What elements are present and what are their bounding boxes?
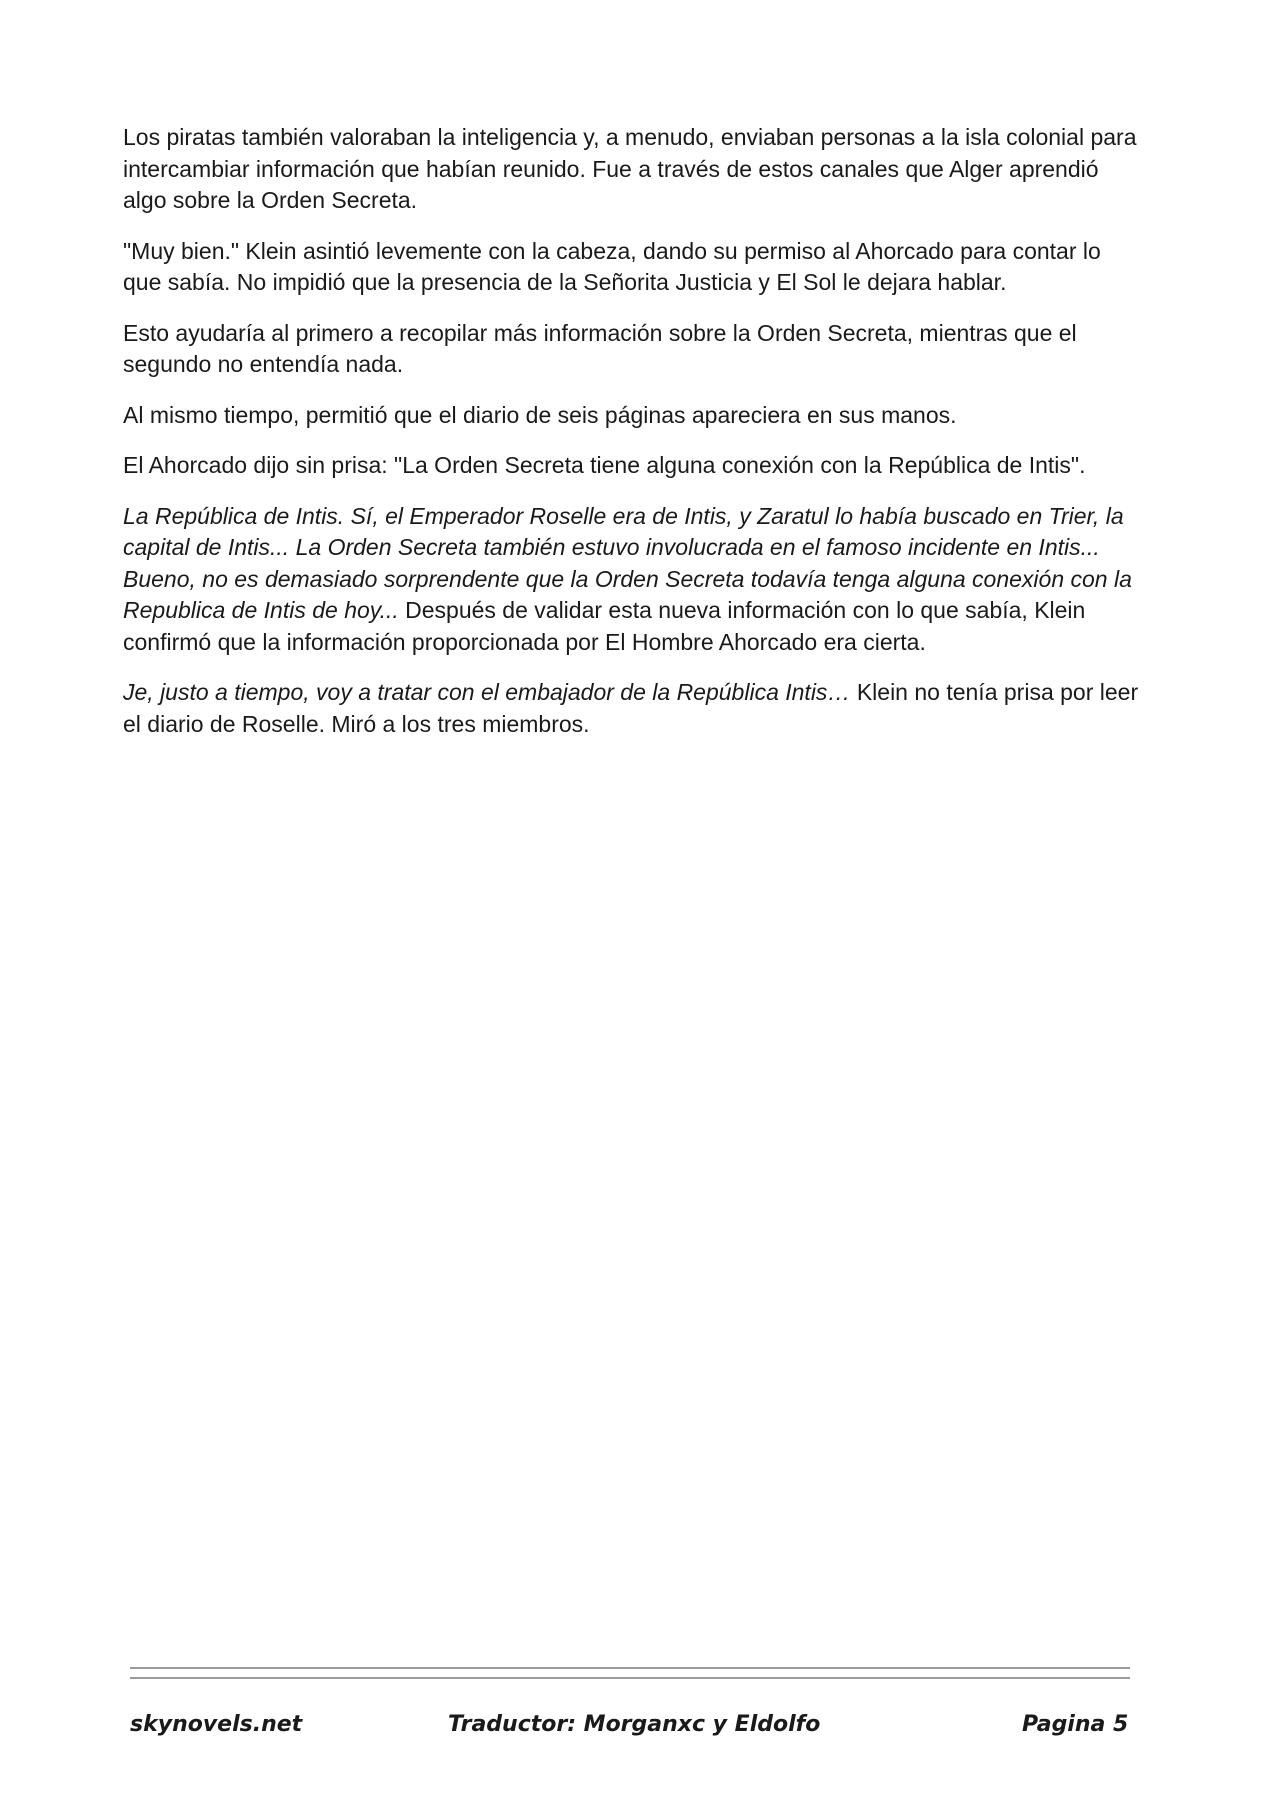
paragraph xyxy=(123,501,1143,659)
footer-divider-top xyxy=(130,1667,1130,1669)
italic-thought-text: Je, justo a tiempo, voy a tratar con el embajador de la República Intis… xyxy=(123,679,851,705)
paragraph-text: Esto ayudaría al primero a recopilar más información sobre la Orden Secreta, mientras que el segundo no entendía nada. xyxy=(123,319,1077,377)
footer-divider-bottom xyxy=(130,1677,1130,1679)
paragraph-text: El Ahorcado dijo sin prisa: "La Orden Secreta tiene alguna conexión con la República de Intis". xyxy=(123,452,1086,478)
italic-thought-text: La República de Intis. Sí, el Emperador Roselle era de Intis, y Zaratul lo había buscado en Trier, la capital de Intis... La Orden Secreta también estuvo involucrada en el famoso incidente en Intis... Bueno, no es demasiado sorprendente que la Orden Secreta todavía tenga alguna conexión con la Republica de Intis de hoy... xyxy=(123,502,1132,623)
footer-site: skynovels.net xyxy=(130,1712,303,1737)
paragraph xyxy=(123,122,1143,217)
paragraph-text: Los piratas también valoraban la inteligencia y, a menudo, enviaban personas a la isla colonial para intercambiar información que habían reunido. Fue a través de estos canales que Alger aprendió algo sobre la Orden Secreta. xyxy=(123,124,1137,213)
paragraph xyxy=(123,318,1143,381)
body-text xyxy=(123,122,1143,759)
paragraph-text: Klein no tenía prisa por leer el diario de Roselle. Miró a los tres miembros. xyxy=(123,679,1139,737)
page-footer xyxy=(0,1712,1280,1752)
footer-page-number: Pagina 5 xyxy=(1022,1712,1129,1737)
footer-translator: Traductor: Morganxc y Eldolfo xyxy=(448,1712,821,1737)
paragraph xyxy=(123,400,1143,432)
paragraph xyxy=(123,677,1143,740)
paragraph-text: Al mismo tiempo, permitió que el diario de seis páginas apareciera en sus manos. xyxy=(123,401,957,428)
paragraph-text: Después de validar esta nueva información con lo que sabía, Klein confirmó que la información proporcionada por El Hombre Ahorcado era cierta. xyxy=(123,597,1086,655)
paragraph-text: "Muy bien." Klein asintió levemente con la cabeza, dando su permiso al Ahorcado para contar lo que sabía. No impidió que la presencia de la Señorita Justicia y El Sol le dejara hablar. xyxy=(123,237,1101,295)
paragraph xyxy=(123,450,1143,482)
paragraph xyxy=(123,236,1143,299)
